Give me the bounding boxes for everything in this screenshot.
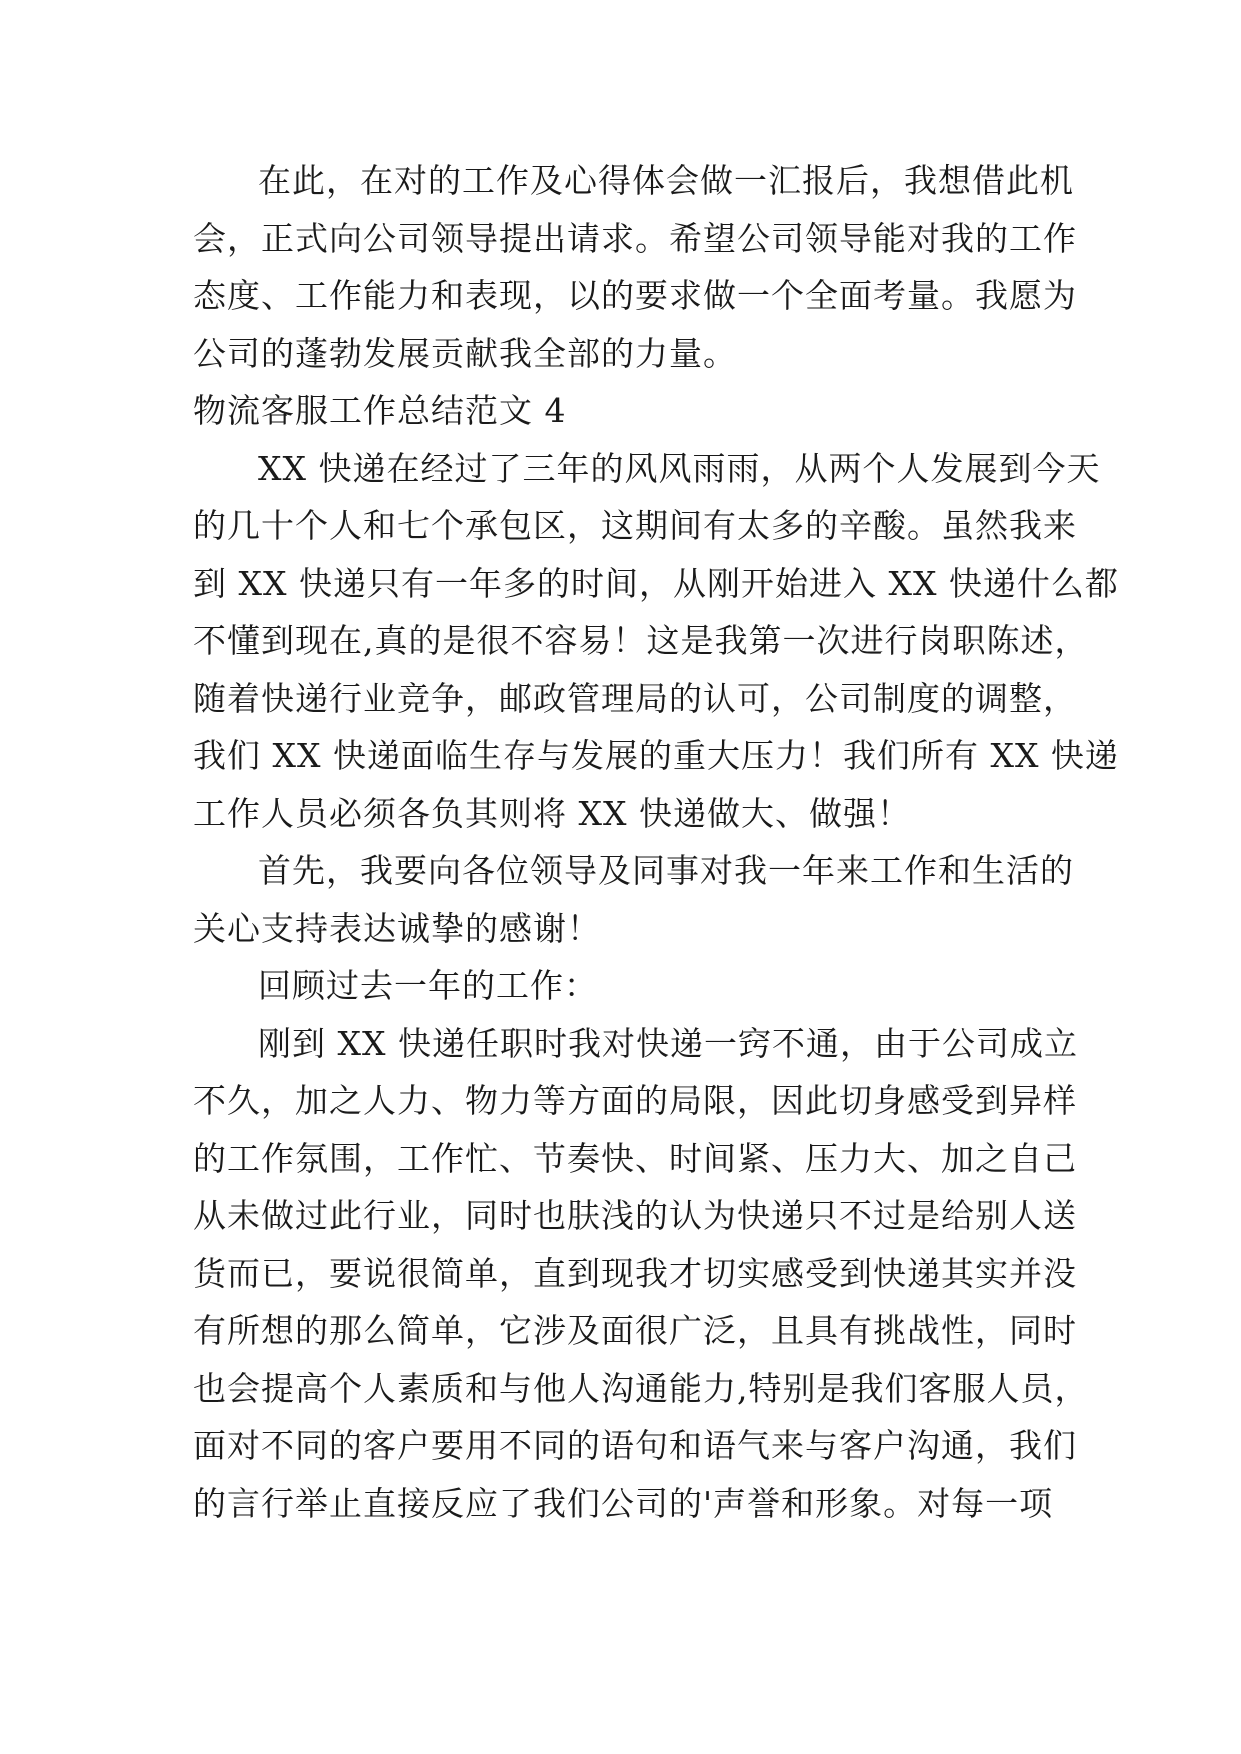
paragraph-intro: [193, 152, 1077, 382]
text-line: 货而已，要说很简单，直到现我才切实感受到快递其实并没: [193, 1253, 1077, 1293]
text-line: 不懂到现在,真的是很不容易！这是我第一次进行岗职陈述，: [193, 621, 1089, 660]
text-line: 从未做过此行业，同时也肤浅的认为快递只不过是给别人送: [193, 1196, 1077, 1235]
section-title: 物流客服工作总结范文 4: [193, 391, 567, 430]
text-line: 的几十个人和七个承包区，这期间有太多的辛酸。虽然我来: [193, 506, 1077, 545]
text-line: 的言行举止直接反应了我们公司的'声誉和形象。对每一项: [193, 1483, 1054, 1523]
text-line: 我们 XX 快递面临生存与发展的重大压力！我们所有 XX 快递: [193, 736, 1119, 775]
text-line: 面对不同的客户要用不同的语句和语气来与客户沟通，我们: [193, 1426, 1077, 1465]
document-body: [193, 152, 1119, 1532]
paragraph-4: [193, 1015, 1089, 1533]
text-line: 关心支持表达诚挚的感谢！: [193, 908, 601, 948]
text-line: 首先，我要向各位领导及同事对我一年来工作和生活的: [258, 851, 1074, 890]
text-line: 会，正式向公司领导提出请求。希望公司领导能对我的工作: [193, 218, 1077, 258]
text-line: 工作人员必须各负其则将 XX 快递做大、做强！: [193, 793, 911, 833]
paragraph-2: [193, 842, 1074, 957]
text-line: 刚到 XX 快递任职时我对快递一窍不通，由于公司成立: [258, 1023, 1078, 1063]
paragraph-1: [193, 440, 1119, 843]
text-line: 的工作氛围，工作忙、节奏快、时间紧、压力大、加之自己: [193, 1138, 1077, 1178]
text-line: 回顾过去一年的工作：: [258, 966, 598, 1005]
text-line: 随着快递行业竞争，邮政管理局的认可，公司制度的调整，: [193, 678, 1077, 718]
text-line: 在此，在对的工作及心得体会做一汇报后，我想借此机: [258, 161, 1074, 200]
text-line: 不久，加之人力、物力等方面的局限，因此切身感受到异样: [193, 1081, 1077, 1120]
text-line: XX 快递在经过了三年的风风雨雨，从两个人发展到今天: [258, 448, 1101, 488]
text-line: 也会提高个人素质和与他人沟通能力,特别是我们客服人员，: [193, 1368, 1089, 1408]
paragraph-3: [193, 957, 1053, 1015]
text-line: 到 XX 快递只有一年多的时间，从刚开始进入 XX 快递什么都: [193, 563, 1119, 603]
text-line: 公司的蓬勃发展贡献我全部的力量。: [193, 333, 737, 373]
text-line: 有所想的那么简单，它涉及面很广泛，且具有挑战性，同时: [193, 1311, 1077, 1350]
text-line: 态度、工作能力和表现，以的要求做一个全面考量。我愿为: [193, 276, 1077, 315]
